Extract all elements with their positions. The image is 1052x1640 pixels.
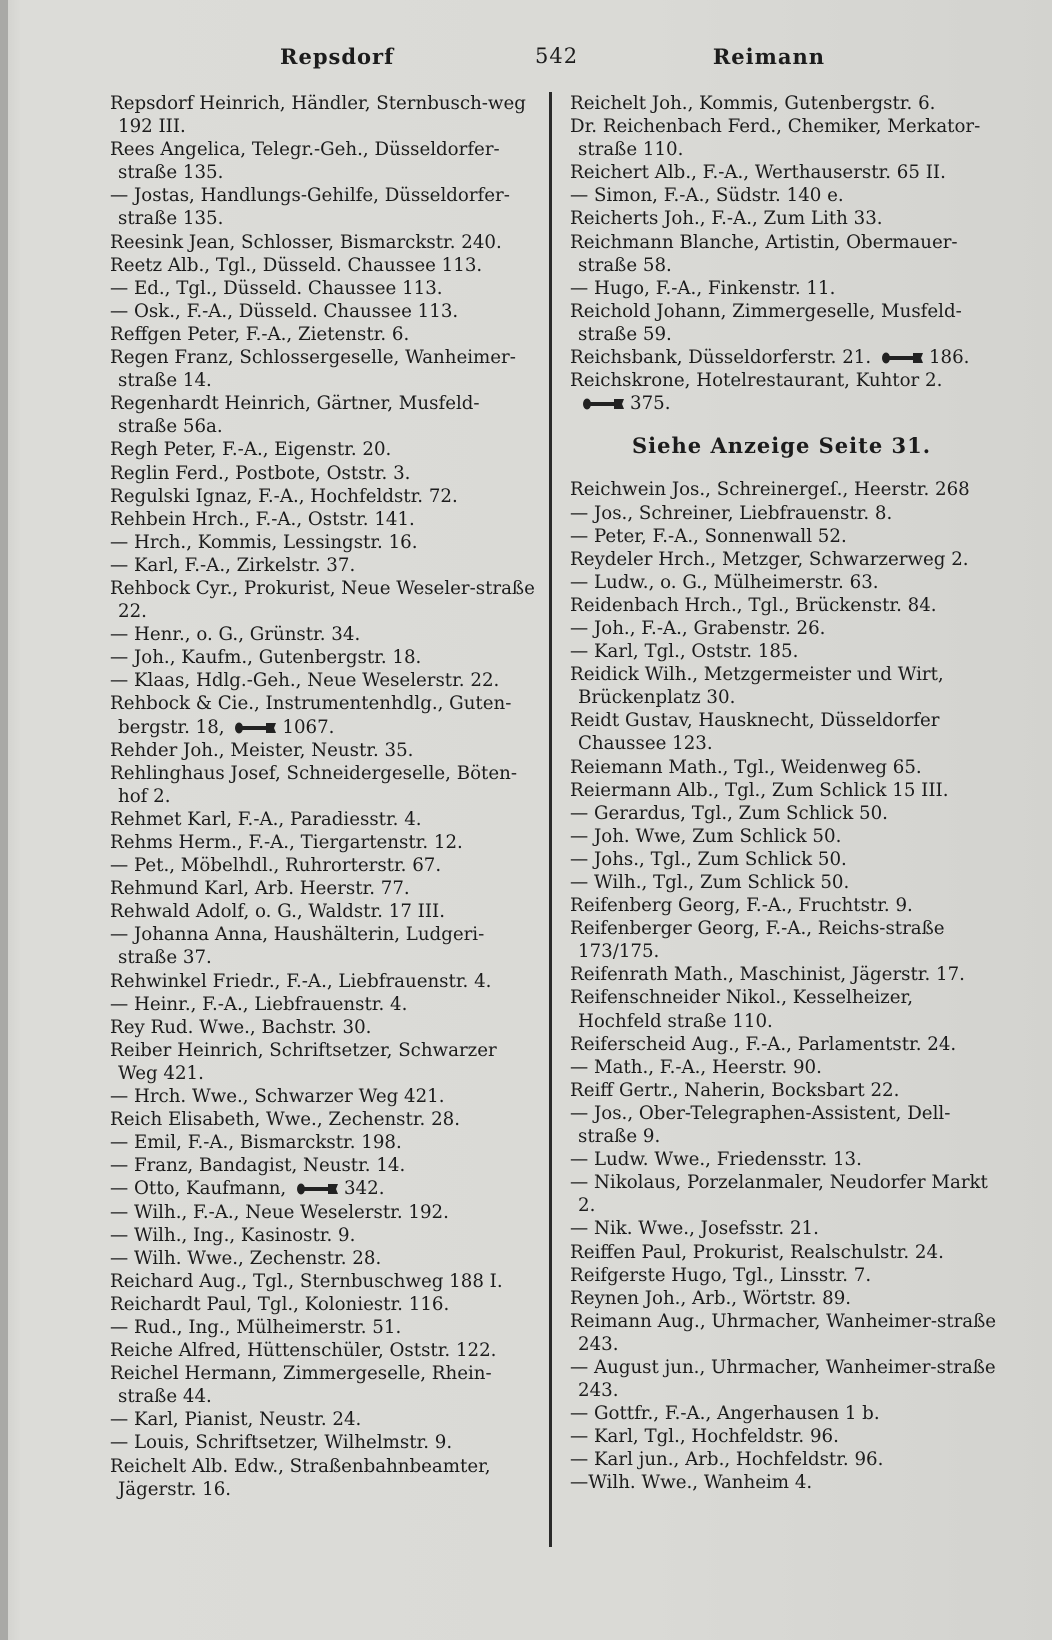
directory-entry [570, 1033, 1000, 1056]
directory-entry [110, 1247, 535, 1270]
entry-text: — Hugo, F.-A., Finkenstr. 11. [570, 277, 836, 299]
entry-text: — Johs., Tgl., Zum Schlick 50. [570, 848, 847, 870]
entry-text: Rehmund Karl, Arb. Heerstr. 77. [110, 878, 410, 900]
directory-entry [110, 1293, 535, 1316]
entry-text: — Gerardus, Tgl., Zum Schlick 50. [570, 802, 888, 824]
entry-text: Reifgerste Hugo, Tgl., Linsstr. 7. [570, 1264, 872, 1286]
directory-entry [110, 1362, 535, 1408]
ad-notice: Siehe Anzeige Seite 31. [632, 433, 932, 459]
directory-entry [110, 923, 535, 969]
entry-text: — Ludw. Wwe., Friedensstr. 13. [570, 1149, 862, 1171]
entry-text: — Jos., Ober-Telegraphen-Assistent, Dell-straße 9. [570, 1102, 951, 1148]
entry-text: — Peter, F.-A., Sonnenwall 52. [570, 525, 847, 547]
directory-entry [110, 831, 535, 854]
entry-text: — Ludw., o. G., Mülheimerstr. 63. [570, 571, 879, 593]
directory-entry [570, 756, 1000, 779]
directory-entry [570, 779, 1000, 802]
right-column [570, 92, 1000, 1495]
entry-text: — Gottfr., F.-A., Angerhausen 1 b. [570, 1403, 880, 1425]
directory-entry [570, 1402, 1000, 1425]
directory-entry [110, 1108, 535, 1131]
entry-text: — Rud., Ing., Mülheimerstr. 51. [110, 1316, 402, 1338]
entry-text: Reichert Alb., F.-A., Werthauserstr. 65 II. [570, 162, 946, 184]
directory-entry [110, 808, 535, 831]
directory-entry [570, 709, 1000, 755]
directory-entry [110, 462, 535, 485]
directory-entry [570, 963, 1000, 986]
directory-entry [570, 300, 1000, 346]
directory-entry [570, 1425, 1000, 1448]
directory-entry [110, 1131, 535, 1154]
directory-entry [570, 1148, 1000, 1171]
entry-text: —Wilh. Wwe., Wanheim 4. [570, 1472, 813, 1494]
entry-text: Reffgen Peter, F.-A., Zietenstr. 6. [110, 323, 410, 345]
entry-text: Reichold Johann, Zimmergeselle, Musfeld-straße 59. [570, 300, 962, 345]
entry-text: Reichardt Paul, Tgl., Koloniestr. 116. [110, 1293, 450, 1315]
entry-text: Reiber Heinrich, Schriftsetzer, Schwarzer Weg 421. [110, 1039, 497, 1084]
entry-text: Rehbock & Cie., Instrumentenhdlg., Guten-bergstr. 18, [110, 693, 512, 738]
directory-entry [110, 184, 535, 230]
entry-text: Dr. Reichenbach Ferd., Chemiker, Merkator-straße 110. [570, 116, 981, 161]
entry-text: Repsdorf Heinrich, Händler, Sternbusch-weg 192 III. [110, 93, 526, 138]
directory-entry [570, 502, 1000, 525]
entry-text: Reifenrath Math., Maschinist, Jägerstr. 17. [570, 964, 965, 986]
entry-text: Rehwald Adolf, o. G., Waldstr. 17 III. [110, 901, 445, 923]
entry-text: — Wilh. Wwe., Zechenstr. 28. [110, 1247, 382, 1269]
entry-text: Reesink Jean, Schlosser, Bismarckstr. 240. [110, 231, 502, 253]
directory-entry [570, 1448, 1000, 1471]
directory-entry [110, 438, 535, 461]
directory-entry [110, 1177, 535, 1200]
directory-entry [570, 871, 1000, 894]
directory-entry [110, 277, 535, 300]
entry-text: — Joh., F.-A., Grabenstr. 26. [570, 617, 826, 639]
entry-text: — Wilh., Tgl., Zum Schlick 50. [570, 872, 850, 893]
entry-text: Reiche Alfred, Hüttenschüler, Oststr. 122. [110, 1340, 497, 1362]
directory-entry [570, 802, 1000, 825]
directory-entry [570, 894, 1000, 917]
directory-entry [110, 1339, 535, 1362]
entry-text: — Heinr., F.-A., Liebfrauenstr. 4. [110, 993, 408, 1015]
entry-text: Regulski Ignaz, F.-A., Hochfeldstr. 72. [110, 485, 458, 507]
entry-text: Rehlinghaus Josef, Schneidergeselle, Böten-hof 2. [110, 762, 517, 807]
directory-entry [570, 231, 1000, 277]
directory-entry [570, 1471, 1000, 1494]
directory-entry [110, 554, 535, 577]
directory-entry [570, 848, 1000, 871]
entry-text: — Osk., F.-A., Düsseld. Chaussee 113. [110, 300, 459, 322]
telephone-icon [296, 1183, 340, 1195]
directory-entry [110, 577, 535, 623]
directory-entry [570, 115, 1000, 161]
directory-entry [110, 300, 535, 323]
directory-entry [110, 346, 535, 392]
entry-text: Reicherts Joh., F.-A., Zum Lith 33. [570, 208, 883, 230]
directory-entry [110, 392, 535, 438]
entry-text: — Karl, Tgl., Oststr. 185. [570, 641, 799, 663]
directory-entry [570, 346, 1000, 369]
entry-text: — Johanna Anna, Haushälterin, Ludgeri-straße 37. [110, 924, 485, 969]
directory-entry [110, 1431, 535, 1454]
directory-entry [570, 617, 1000, 640]
entry-text: Regh Peter, F.-A., Eigenstr. 20. [110, 439, 392, 461]
entry-text: Regenhardt Heinrich, Gärtner, Musfeld-straße 56a. [110, 393, 480, 438]
entry-text: Reiffen Paul, Prokurist, Realschulstr. 24. [570, 1241, 944, 1263]
phone-number: 342. [343, 1178, 385, 1200]
entry-text: Regen Franz, Schlossergeselle, Wanheimer-straße 14. [110, 347, 516, 392]
entry-text: — Hrch. Wwe., Schwarzer Weg 421. [110, 1086, 445, 1108]
directory-entry [570, 663, 1000, 709]
directory-entry [110, 692, 535, 738]
directory-entry [110, 1154, 535, 1177]
entry-text: Reidenbach Hrch., Tgl., Brückenstr. 84. [570, 594, 937, 616]
entry-text: — Joh., Kaufm., Gutenbergstr. 18. [110, 647, 422, 669]
running-head [105, 44, 825, 78]
directory-entry [570, 640, 1000, 663]
directory-entry [570, 184, 1000, 207]
entry-text: Reifenschneider Nikol., Kesselheizer, Hochfeld straße 110. [570, 987, 913, 1032]
directory-entry [110, 485, 535, 508]
phone-number: 375. [630, 393, 671, 415]
entry-text: — Karl jun., Arb., Hochfeldstr. 96. [570, 1449, 884, 1471]
directory-entry [110, 254, 535, 277]
directory-entry [110, 1455, 535, 1501]
entry-text: — Wilh., F.-A., Neue Weselerstr. 192. [110, 1201, 449, 1223]
entry-text: Reynen Joh., Arb., Wörtstr. 89. [570, 1287, 852, 1309]
directory-entry [570, 917, 1000, 963]
right-column-top [570, 92, 1000, 415]
directory-entry [110, 323, 535, 346]
entry-text: — Otto, Kaufmann, [110, 1178, 287, 1200]
phone-number: 1067. [282, 716, 335, 738]
entry-text: Rehbein Hrch., F.-A., Oststr. 141. [110, 508, 415, 530]
directory-entry [110, 531, 535, 554]
directory-entry [110, 739, 535, 762]
entry-text: Rehbock Cyr., Prokurist, Neue Weseler-straße 22. [110, 577, 535, 623]
entry-text: Reichsbank, Düsseldorferstr. 21. [570, 347, 872, 369]
directory-entry [570, 277, 1000, 300]
directory-entry [110, 854, 535, 877]
directory-entry [570, 478, 1000, 501]
telephone-icon [881, 352, 925, 364]
entry-text: — August jun., Uhrmacher, Wanheimer-straße 243. [570, 1356, 996, 1402]
entry-text: Reifenberg Georg, F.-A., Fruchtstr. 9. [570, 895, 913, 917]
entry-text: Reichelt Joh., Kommis, Gutenbergstr. 6. [570, 93, 936, 114]
entry-text: — Emil, F.-A., Bismarckstr. 198. [110, 1132, 402, 1154]
directory-entry [110, 1085, 535, 1108]
entry-text: Rehmet Karl, F.-A., Paradiesstr. 4. [110, 808, 422, 830]
directory-entry [570, 548, 1000, 571]
header-right-word: Reimann [712, 44, 825, 69]
entry-text: — Math., F.-A., Heerstr. 90. [570, 1056, 822, 1078]
entry-text: — Pet., Möbelhdl., Ruhrorterstr. 67. [110, 855, 442, 877]
entry-text: Reichmann Blanche, Artistin, Obermauer-straße 58. [570, 231, 958, 276]
entry-text: — Nikolaus, Porzelanmaler, Neudorfer Markt 2. [570, 1172, 988, 1217]
entry-text: — Joh. Wwe, Zum Schlick 50. [570, 825, 842, 847]
entry-text: Reimann Aug., Uhrmacher, Wanheimer-straße 243. [570, 1310, 997, 1355]
directory-entry [570, 1056, 1000, 1079]
directory-entry [570, 1102, 1000, 1148]
entry-text: Reglin Ferd., Postbote, Oststr. 3. [110, 462, 411, 484]
directory-entry [570, 92, 1000, 115]
entry-text: Reichard Aug., Tgl., Sternbuschweg 188 I. [110, 1270, 503, 1292]
directory-entry [110, 138, 535, 184]
directory-entry [570, 825, 1000, 848]
directory-entry [570, 525, 1000, 548]
right-column-bottom [570, 478, 1000, 1494]
entry-text: — Karl, F.-A., Zirkelstr. 37. [110, 554, 356, 576]
entry-text: — Jos., Schreiner, Liebfrauenstr. 8. [570, 502, 893, 524]
entry-text: Reiff Gertr., Naherin, Bocksbart 22. [570, 1079, 900, 1101]
entry-text: — Louis, Schriftsetzer, Wilhelmstr. 9. [110, 1432, 453, 1454]
entry-text: Rehms Herm., F.-A., Tiergartenstr. 12. [110, 832, 463, 853]
directory-entry [110, 1016, 535, 1039]
entry-text: Reiemann Math., Tgl., Weidenweg 65. [570, 756, 922, 778]
entry-text: Rehder Joh., Meister, Neustr. 35. [110, 739, 414, 761]
entry-text: — Nik. Wwe., Josefsstr. 21. [570, 1218, 819, 1240]
entry-text: Reichskrone, Hotelrestaurant, Kuhtor 2. [570, 370, 943, 392]
directory-entry [110, 508, 535, 531]
directory-entry [110, 762, 535, 808]
telephone-icon [234, 722, 278, 734]
entry-text: Reidt Gustav, Hausknecht, Düsseldorfer Chaussee 123. [570, 710, 940, 755]
directory-entry [570, 1264, 1000, 1287]
entry-text: — Wilh., Ing., Kasinostr. 9. [110, 1224, 356, 1246]
entry-text: Rey Rud. Wwe., Bachstr. 30. [110, 1016, 372, 1038]
header-left-word: Repsdorf [280, 44, 395, 69]
entry-text: — Hrch., Kommis, Lessingstr. 16. [110, 531, 418, 553]
entry-text: — Simon, F.-A., Südstr. 140 e. [570, 185, 844, 207]
entry-text: Reifenberger Georg, F.-A., Reichs-straße 173/175. [570, 918, 945, 963]
directory-entry [110, 646, 535, 669]
entry-text: — Henr., o. G., Grünstr. 34. [110, 624, 361, 646]
directory-entry [110, 877, 535, 900]
directory-entry [570, 1217, 1000, 1240]
directory-entry [570, 1241, 1000, 1264]
entry-text: — Ed., Tgl., Düsseld. Chaussee 113. [110, 277, 443, 299]
entry-text: Reidick Wilh., Metzgermeister und Wirt, Brückenplatz 30. [570, 664, 944, 709]
entry-text: — Jostas, Handlungs-Gehilfe, Düsseldorfer-straße 135. [110, 185, 510, 230]
entry-text: Reichelt Alb. Edw., Straßenbahnbeamter, Jägerstr. 16. [110, 1455, 491, 1500]
directory-entry [570, 571, 1000, 594]
entry-text: Reiferscheid Aug., F.-A., Parlamentstr. 24. [570, 1033, 957, 1055]
page-edge [0, 0, 8, 1640]
directory-entry [110, 623, 535, 646]
entry-text: Reichel Hermann, Zimmergeselle, Rhein-straße 44. [110, 1363, 492, 1408]
telephone-icon [582, 398, 626, 410]
page-number: 542 [535, 44, 579, 68]
directory-entry [110, 970, 535, 993]
directory-entry [570, 161, 1000, 184]
directory-entry [570, 1079, 1000, 1102]
entry-text: — Karl, Pianist, Neustr. 24. [110, 1409, 362, 1431]
entry-text: Reich Elisabeth, Wwe., Zechenstr. 28. [110, 1109, 461, 1131]
directory-entry [110, 1201, 535, 1224]
directory-entry [110, 1316, 535, 1339]
directory-entry [570, 594, 1000, 617]
entry-text: Rehwinkel Friedr., F.-A., Liebfrauenstr. 4. [110, 970, 492, 992]
column-divider [549, 92, 552, 1547]
entry-text: — Franz, Bandagist, Neustr. 14. [110, 1155, 406, 1177]
directory-entry [570, 986, 1000, 1032]
directory-entry [570, 1356, 1000, 1402]
directory-entry [110, 993, 535, 1016]
directory-entry [570, 369, 1000, 415]
phone-number: 186. [928, 347, 970, 369]
directory-entry [110, 231, 535, 254]
directory-entry [110, 92, 535, 138]
entry-text: Reydeler Hrch., Metzger, Schwarzerweg 2. [570, 548, 969, 570]
entry-text: — Klaas, Hdlg.-Geh., Neue Weselerstr. 22. [110, 670, 500, 692]
entry-text: Reichwein Jos., Schreinergeſ., Heerstr. 268 [570, 479, 970, 501]
directory-entry [110, 1270, 535, 1293]
left-column [110, 92, 535, 1501]
directory-entry [110, 900, 535, 923]
entry-text: — Karl, Tgl., Hochfeldstr. 96. [570, 1426, 839, 1448]
entry-text: Rees Angelica, Telegr.-Geh., Düsseldorfer-straße 135. [110, 139, 500, 184]
entry-text: Reiermann Alb., Tgl., Zum Schlick 15 III. [570, 779, 949, 801]
directory-entry [570, 1171, 1000, 1217]
directory-entry [110, 1039, 535, 1085]
directory-entry [110, 669, 535, 692]
directory-entry [570, 1287, 1000, 1310]
directory-entry [110, 1408, 535, 1431]
directory-entry [110, 1224, 535, 1247]
entry-text: Reetz Alb., Tgl., Düsseld. Chaussee 113. [110, 254, 483, 276]
directory-entry [570, 207, 1000, 230]
directory-entry [570, 1310, 1000, 1356]
